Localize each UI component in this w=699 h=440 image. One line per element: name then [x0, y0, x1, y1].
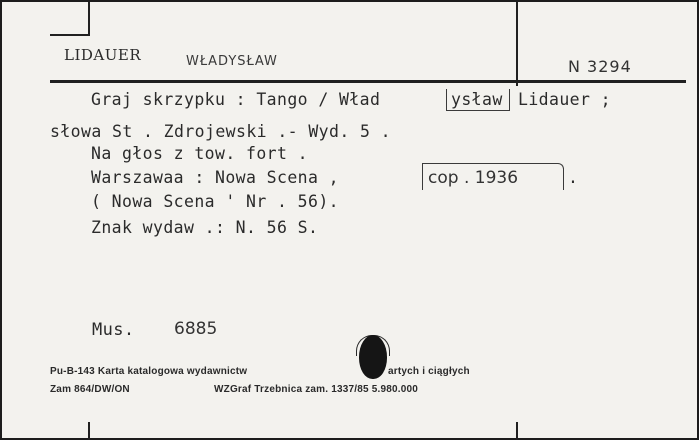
added-text-bracket — [446, 89, 510, 111]
top-left-horizontal-rule — [50, 34, 90, 36]
footer-form-label-end: artych i ciągłych — [388, 366, 470, 377]
entry-title-line: Graj skrzypku : Tango / Wład — [91, 90, 381, 109]
copyright-bracket — [422, 163, 564, 190]
footer-order-number: Zam 864/DW/ON — [50, 384, 130, 395]
shelfmark-number: 6885 — [174, 319, 218, 339]
author-surname: LIDAUER — [64, 46, 142, 64]
shelfmark-prefix: Mus. — [92, 320, 135, 340]
entry-series-line: ( Nowa Scena ' Nr . 56). — [91, 192, 340, 211]
bottom-right-mark — [516, 422, 518, 440]
entry-copyright-bracketed: cop . 1936 — [428, 168, 519, 188]
footer-printer-info: WZGraf Trzebnica zam. 1337/85 5.980.000 — [214, 384, 419, 395]
entry-publisher-line: Warszawaa : Nowa Scena , — [91, 168, 340, 187]
entry-title-end: Lidauer ; — [518, 90, 612, 109]
entry-lyrics-line: słowa St . Zdrojewski .- Wyd. 5 . — [50, 122, 392, 141]
entry-publisher-end: . — [568, 168, 579, 187]
catalog-number: N 3294 — [568, 57, 632, 76]
entry-title-bracketed: ysław — [451, 90, 503, 109]
bottom-left-mark — [88, 422, 90, 440]
entry-scoring-line: Na głos z tow. fort . — [91, 144, 309, 163]
number-column-rule — [516, 2, 518, 86]
entry-plate-number-line: Znak wydaw .: N. 56 S. — [91, 218, 319, 237]
header-rule — [50, 80, 686, 83]
top-left-vertical-rule — [88, 2, 90, 36]
punch-hole — [359, 335, 387, 379]
author-first-name: WŁADYSŁAW — [186, 54, 278, 69]
footer-form-label: Pu-B-143 Karta katalogowa wydawnictw — [50, 366, 248, 377]
